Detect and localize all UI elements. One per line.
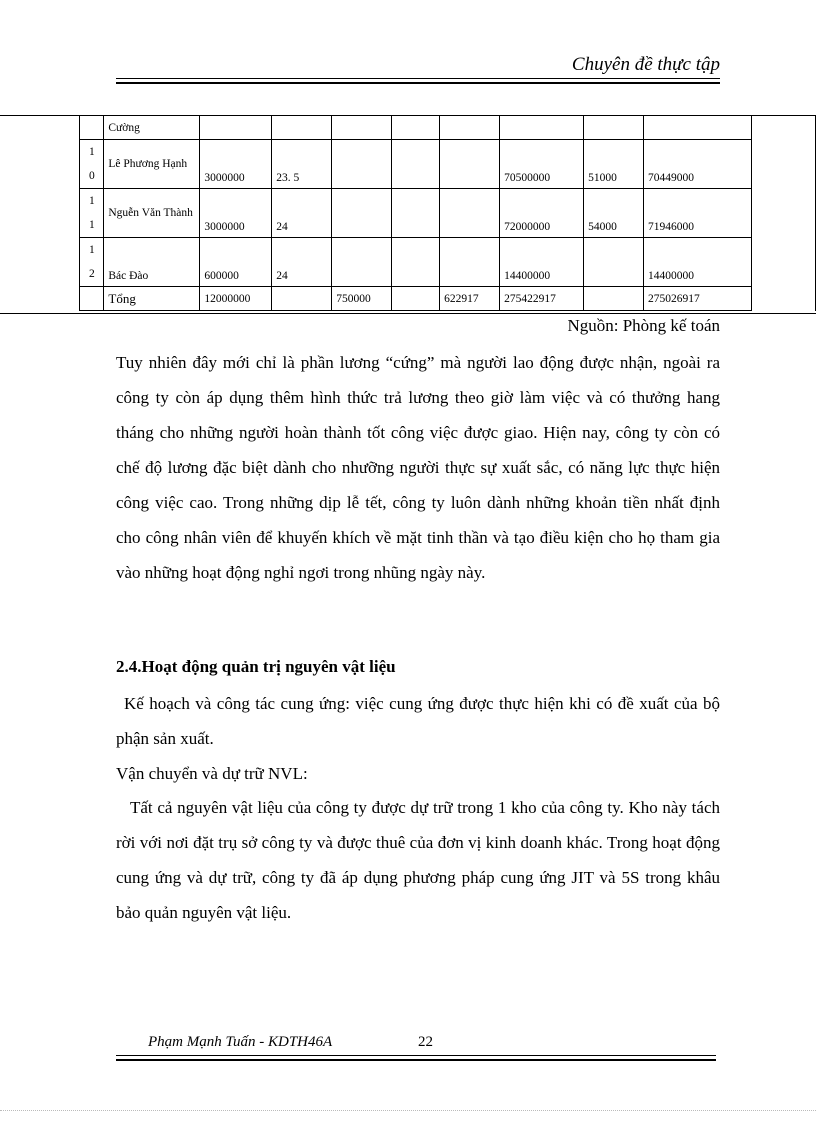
table-cell (392, 116, 440, 140)
table-cell (584, 238, 644, 287)
paragraph-supply: Kế hoạch và công tác cung ứng: việc cung ứng được thực hiện khi có đề xuất của bộ phận sản xuất. (116, 694, 720, 748)
header-rule-bottom (116, 82, 720, 84)
table-cell: 3000000 (200, 140, 272, 189)
footer-author: Phạm Mạnh Tuấn - KDTH46A (148, 1034, 333, 1050)
table-cell: 622917 (440, 287, 500, 311)
table-cell (272, 116, 332, 140)
paragraph-transport-label: Vận chuyển và dự trữ NVL: (116, 764, 308, 783)
table-cell: 275026917 (644, 287, 752, 311)
paragraph-salary: Tuy nhiên đây mới chỉ là phần lương “cứng” mà người lao động được nhận, ngoài ra công ty còn áp dụng thêm hình thức trả lương theo giờ làm việc và có thưởng hang tháng cho những người hoàn thành tốt công việc được giao. Hiện nay, công ty còn có chế độ lương đặc biệt dành cho nhưỡng người thực sự xuất sắc, có năng lực thực hiện công việc cao. Trong những dịp lễ tết, công ty luôn dành những khoản tiền nhất định cho công nhân viên để khuyến khích về mặt tinh thần và tạo điều kiện cho họ tham gia vào những hoạt động nghỉ ngơi trong nhũng ngày này. (116, 353, 720, 582)
stt-cell: 1 2 (80, 238, 104, 287)
table-cell: 70500000 (500, 140, 584, 189)
table-row (0, 238, 816, 287)
table-row (0, 116, 816, 140)
stt-cell: 1 0 (80, 140, 104, 189)
table-cell: 14400000 (644, 238, 752, 287)
table-row-total (0, 287, 816, 311)
header-title: Chuyên đề thực tập (571, 54, 720, 75)
table-cell: 12000000 (200, 287, 272, 311)
table-cell (392, 238, 440, 287)
table-cell: 70449000 (644, 140, 752, 189)
table-cell: 71946000 (644, 189, 752, 238)
table-bottom-line (0, 313, 816, 314)
table-cell: 24 (272, 189, 332, 238)
total-label: Tổng (104, 287, 200, 311)
table-row (0, 189, 816, 238)
section-heading: 2.4.Hoạt động quản trị nguyên vật liệu (116, 657, 396, 676)
footer-rule-top (116, 1055, 716, 1056)
table-row (0, 140, 816, 189)
table-cell (440, 116, 500, 140)
table-cell: 24 (272, 238, 332, 287)
table-cell: 600000 (200, 238, 272, 287)
stt-cell (80, 116, 104, 140)
name-cell: Nguễn Văn Thành (104, 189, 200, 238)
table-cell: 54000 (584, 189, 644, 238)
salary-table (0, 115, 816, 311)
table-cell (440, 140, 500, 189)
page-number: 22 (418, 1034, 433, 1050)
table-cell: 3000000 (200, 189, 272, 238)
name-cell: Bác Đào (104, 238, 200, 287)
table-source: Nguồn: Phòng kế toán (567, 316, 720, 335)
table-cell (332, 140, 392, 189)
table-cell (200, 116, 272, 140)
table-cell (272, 287, 332, 311)
table-cell (584, 116, 644, 140)
table-cell (332, 238, 392, 287)
paragraph-storage: Tất cả nguyên vật liệu của công ty được dự trữ trong 1 kho của công ty. Kho này tách rời với nơi đặt trụ sở công ty và được thuê của đơn vị kinh doanh khác. Trong hoạt động cung ứng và dự trữ, công ty đã áp dụng phương pháp cung ứng JIT và 5S trong khâu bảo quản nguyên vật liệu. (116, 798, 720, 922)
table-cell (332, 189, 392, 238)
table-cell (500, 116, 584, 140)
table-cell (332, 116, 392, 140)
header-rule-top (116, 78, 720, 79)
table-cell: 750000 (332, 287, 392, 311)
table-cell: 72000000 (500, 189, 584, 238)
table-cell (584, 287, 644, 311)
name-cell: Lê Phương Hạnh (104, 140, 200, 189)
table-cell: 14400000 (500, 238, 584, 287)
name-cell: Cường (104, 116, 200, 140)
table-cell: 51000 (584, 140, 644, 189)
footer-rule-bottom (116, 1059, 716, 1061)
table-cell (392, 287, 440, 311)
table-cell (644, 116, 752, 140)
table-cell: 275422917 (500, 287, 584, 311)
stt-cell (80, 287, 104, 311)
table-cell: 23. 5 (272, 140, 332, 189)
table-cell (440, 238, 500, 287)
page-edge (0, 1110, 816, 1111)
table-cell (440, 189, 500, 238)
stt-cell: 1 1 (80, 189, 104, 238)
table-cell (392, 140, 440, 189)
table-cell (392, 189, 440, 238)
